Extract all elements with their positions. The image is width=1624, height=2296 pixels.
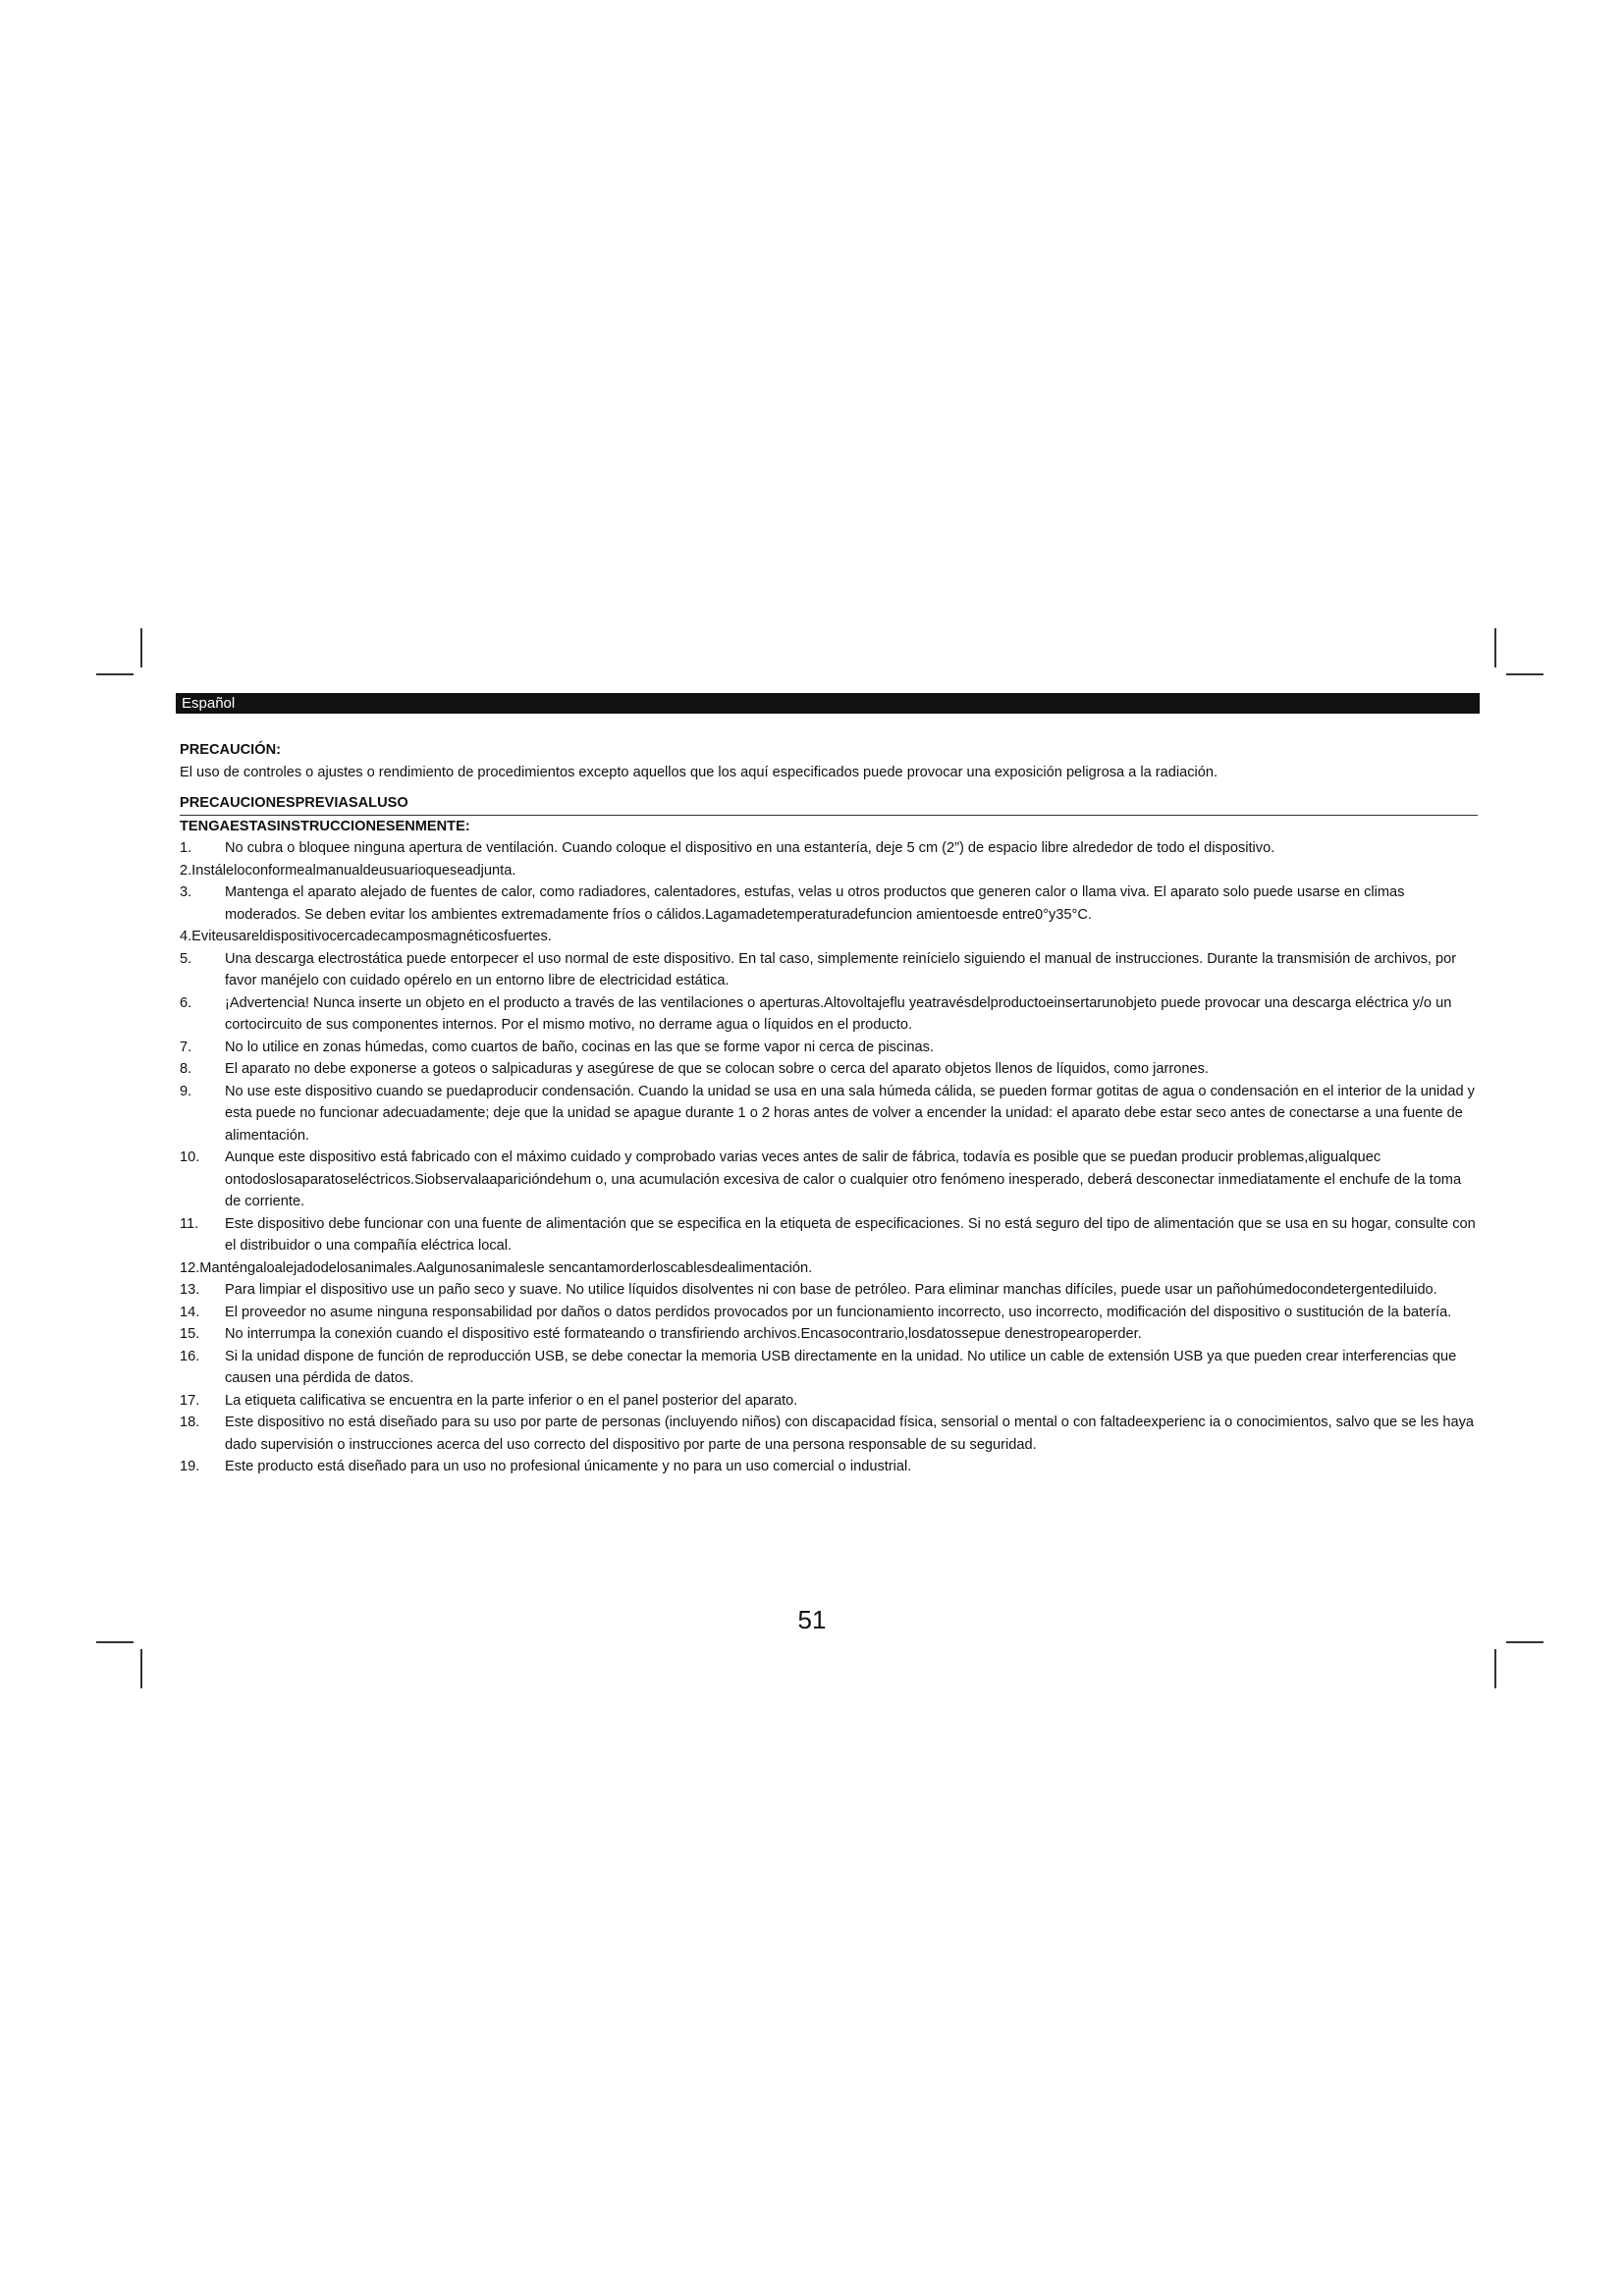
instructions-list [180,837,1478,1478]
item-text: Este producto está diseñado para un uso no profesional únicamente y no para un uso comercial o industrial. [225,1459,912,1474]
item-number: 7. [180,1039,192,1055]
list-item [180,1058,1478,1081]
item-number: 5. [180,950,192,967]
item-number: 14. [180,1304,200,1320]
item-number: 19. [180,1459,200,1474]
item-number: 4. [180,929,192,944]
list-item [180,1390,1478,1413]
item-number: 6. [180,994,192,1011]
item-number: 10. [180,1149,200,1165]
item-text: ¡Advertencia! Nunca inserte un objeto en el producto a través de las ventilaciones o aperturas.Altovoltajeflu yeatravésdelproductoeinsertarunobjeto puede provocar una descarga eléctrica y/o un cortocircuito de sus componentes internos. Por el mismo motivo, no derrame agua o líquidos en el producto. [225,994,1452,1033]
section-header-bar [176,693,1480,714]
item-number: 11. [180,1215,199,1232]
preliminary-title: PRECAUCIONESPREVIASALUSO [180,792,1478,816]
list-item [180,1346,1478,1390]
item-number: 15. [180,1326,200,1342]
item-text: La etiqueta calificativa se encuentra en la parte inferior o en el panel posterior del aparato. [225,1392,798,1409]
item-number: 18. [180,1415,200,1430]
list-item [180,1323,1478,1346]
list-item [180,1456,1478,1478]
list-item [180,948,1478,992]
list-item [180,1213,1478,1257]
item-text: Eviteusareldispositivocercadecamposmagnéticosfuertes. [191,929,552,944]
page-content [180,739,1478,1478]
item-number: 8. [180,1061,192,1077]
item-text: No use este dispositivo cuando se puedaproducir condensación. Cuando la unidad se usa en una sala húmeda cálida, se pueden formar gotitas de agua o condensación en el interior de la unidad y esta puede no funcionar adecuadamente; deje que la unidad se apague durante 1 o 2 horas antes de volver a encender la unidad: el aparato debe estar seco antes de conectarse a una fuente de alimentación. [225,1083,1475,1144]
list-item [180,837,1478,860]
section-label: Español [182,695,236,712]
item-number: 2. [180,862,192,879]
precaution-title: PRECAUCIÓN: [180,742,281,758]
item-text: Para limpiar el dispositivo use un paño seco y suave. No utilice líquidos disolventes ni con base de petróleo. Para eliminar manchas difíciles, puede usar un pañohúmedocondetergentediluido. [225,1282,1437,1298]
list-item [180,860,1478,882]
crop-mark-bottom-right-horizontal [1506,1641,1543,1643]
crop-mark-top-left-horizontal [96,673,134,675]
list-item [180,1037,1478,1059]
item-number: 17. [180,1392,200,1409]
item-number: 12. [180,1259,200,1276]
item-text: Instáleloconformealmanualdeusuarioqueseadjunta. [191,862,516,879]
item-text: El proveedor no asume ninguna responsabilidad por daños o datos perdidos provocados por un funcionamiento incorrecto, uso incorrecto, modificación del dispositivo o sustitución de la batería. [225,1304,1452,1320]
item-text: Manténgaloalejadodelosanimales.Aalgunosanimalesle sencantamorderloscablesdealimentación. [199,1259,813,1276]
preliminary-subtitle: TENGAESTASINSTRUCCIONESENMENTE: [180,818,470,834]
item-text: Aunque este dispositivo está fabricado con el máximo cuidado y comprobado varias veces antes de salir de fábrica, todavía es posible que se puedan producir problemas,aligualquec ontodoslosaparatoseléctricos.Siobservalaaparicióndehum o, una acumulación excesiva de calor o cualquier otro fenómeno inesperado, deberá desconectar inmediatamente el enchufe de la toma de corriente. [225,1149,1462,1209]
item-number: 3. [180,884,192,900]
item-text: Mantenga el aparato alejado de fuentes de calor, como radiadores, calentadores, estufas, velas u otros productos que generen calor o llama viva. El aparato solo puede usarse en climas moderados. Se deben evitar los ambientes extremadamente fríos o cálidos.Lagamadetemperaturadefuncion amientoesde entre0°y35°C. [225,884,1405,923]
list-item [180,992,1478,1037]
crop-mark-bottom-right-vertical [1494,1649,1496,1688]
item-number: 16. [180,1348,200,1364]
list-item [180,1081,1478,1148]
list-item [180,1279,1478,1302]
item-text: El aparato no debe exponerse a goteos o salpicaduras y asegúrese de que se colocan sobre o cerca del aparato objetos llenos de líquidos, como jarrones. [225,1061,1209,1077]
item-text: Este dispositivo no está diseñado para su uso por parte de personas (incluyendo niños) con discapacidad física, sensorial o mental o con faltadeexperienc ia o conocimientos, salvo que se les haya dado supervisión o instrucciones acerca del uso correcto del dispositivo por parte de una persona responsable de su seguridad. [225,1415,1475,1453]
list-item [180,926,1478,948]
list-item [180,1257,1478,1280]
list-item [180,881,1478,926]
page-number: 51 [797,1605,827,1634]
item-text: No interrumpa la conexión cuando el dispositivo esté formateando o transfiriendo archivos.Encasocontrario,losdatossepue denestropearoperder. [225,1326,1142,1342]
crop-mark-top-right-vertical [1494,628,1496,667]
crop-mark-bottom-left-horizontal [96,1641,134,1643]
item-number: 13. [180,1282,200,1298]
item-text: No cubra o bloquee ninguna apertura de ventilación. Cuando coloque el dispositivo en una estantería, deje 5 cm (2”) de espacio libre alrededor de todo el dispositivo. [225,840,1275,856]
crop-mark-bottom-left-vertical [140,1649,142,1688]
list-item [180,1147,1478,1213]
crop-mark-top-right-horizontal [1506,673,1543,675]
item-text: Este dispositivo debe funcionar con una fuente de alimentación que se especifica en la etiqueta de especificaciones. Si no está seguro del tipo de alimentación que se usa en su hogar, consulte con el distribuidor o una compañía eléctrica local. [225,1215,1476,1254]
list-item [180,1412,1478,1456]
item-text: No lo utilice en zonas húmedas, como cuartos de baño, cocinas en las que se forme vapor ni cerca de piscinas. [225,1039,934,1055]
item-number: 1. [180,840,192,856]
crop-mark-top-left-vertical [140,628,142,667]
item-text: Una descarga electrostática puede entorpecer el uso normal de este dispositivo. En tal caso, simplemente reinícielo siguiendo el manual de instrucciones. Durante la transmisión de archivos, por favor manéjelo con cuidado opérelo en un entorno libre de electricidad estática. [225,950,1457,988]
list-item [180,1302,1478,1324]
item-text: Si la unidad dispone de función de reproducción USB, se debe conectar la memoria USB directamente en la unidad. No utilice un cable de extensión USB ya que pueden crear interferencias que causen una pérdida de datos. [225,1348,1457,1386]
precaution-text: El uso de controles o ajustes o rendimiento de procedimientos excepto aquellos que los aquí especificados puede provocar una exposición peligrosa a la radiación. [180,764,1218,780]
item-number: 9. [180,1083,192,1099]
